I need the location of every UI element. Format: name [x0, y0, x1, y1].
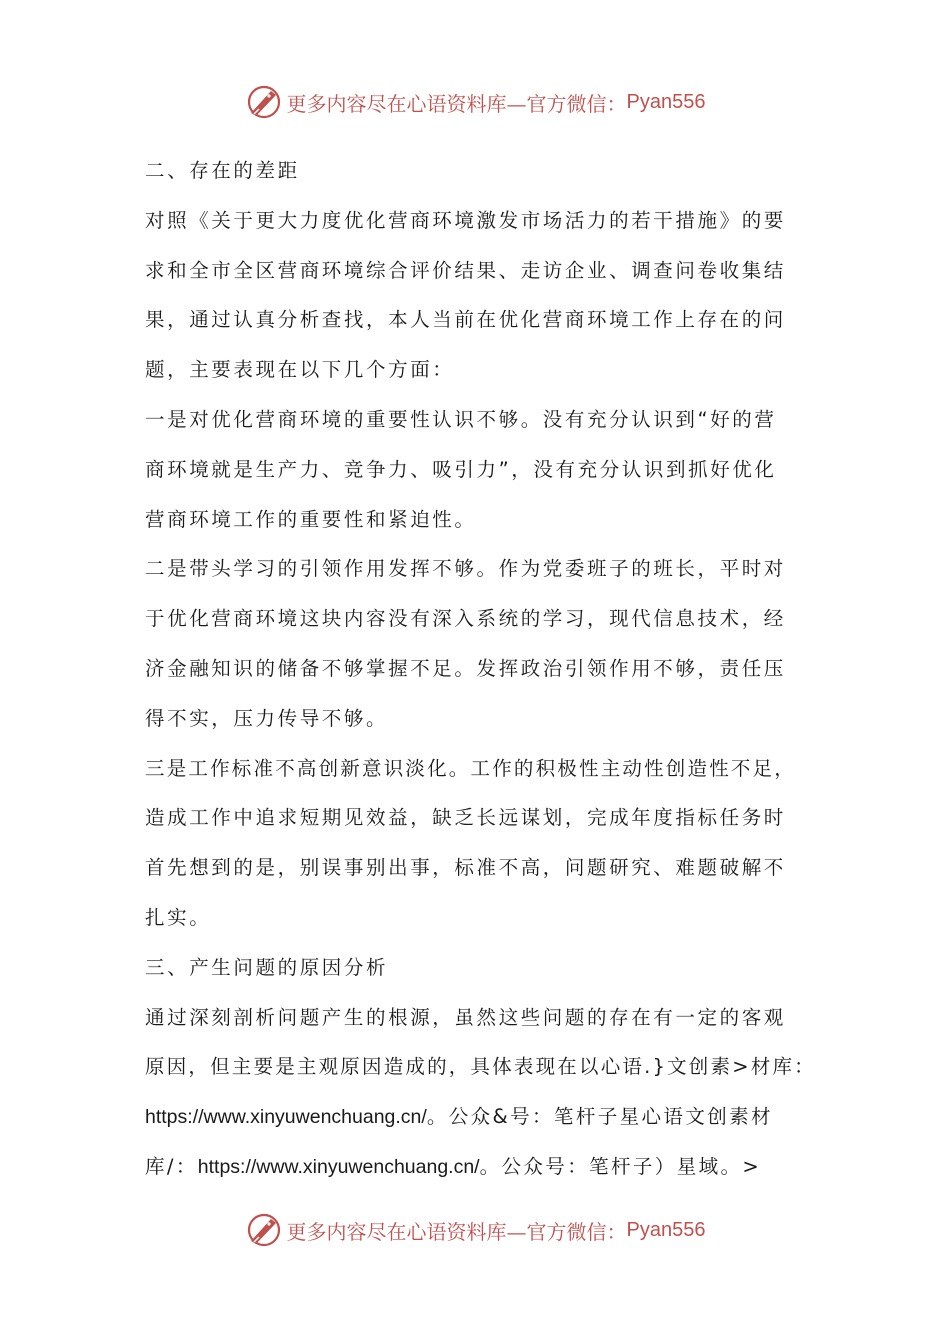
website-link[interactable]: https://www.xinyuwenchuang.cn/	[197, 1155, 480, 1178]
paragraph-text: 。公众号：笔杆子）星域。>	[479, 1154, 762, 1178]
paragraph-line: 济金融知识的储备不够掌握不足。发挥政治引领作用不够，责任压	[145, 656, 786, 680]
header-banner	[0, 80, 950, 124]
paragraph-line: 得不实，压力传导不够。	[145, 706, 389, 730]
paragraph-text: 。公众&号：笔杆子星心语文创素材	[426, 1105, 773, 1129]
banner-wechat-id: Pyan556	[626, 1218, 706, 1241]
section-heading: 三、产生问题的原因分析	[145, 955, 389, 979]
paragraph-line: 原因，但主要是主观原因造成的，具体表现在以心语.}文创素>材库：	[145, 1055, 816, 1079]
banner-wechat-id: Pyan556	[626, 90, 706, 113]
paragraph-line: 一是对优化营商环境的重要性认识不够。没有充分认识到“好的营	[145, 407, 777, 431]
paragraph-line: 二是带头学习的引领作用发挥不够。作为党委班子的班长，平时对	[145, 557, 786, 581]
footer-banner	[0, 1208, 950, 1252]
paragraph-line: 果，通过认真分析查找，本人当前在优化营商环境工作上存在的问	[145, 308, 786, 332]
paragraph-line: 营商环境工作的重要性和紧迫性。	[145, 507, 477, 531]
paragraph-line: 商环境就是生产力、竞争力、吸引力”，没有充分认识到抓好优化	[145, 457, 777, 481]
paragraph-line: 首先想到的是，别误事别出事，标准不高，问题研究、难题破解不	[145, 856, 786, 880]
paragraph-line	[145, 1092, 810, 1142]
paragraph-line: 于优化营商环境这块内容没有深入系统的学习，现代信息技术，经	[145, 607, 786, 631]
paragraph-line: 求和全市全区营商环境综合评价结果、走访企业、调查问卷收集结	[145, 258, 786, 282]
paragraph-line	[145, 1142, 810, 1192]
pen-nib-circle-icon	[245, 1211, 283, 1249]
banner-text: 更多内容尽在心语资料库—官方微信：	[286, 1219, 627, 1244]
section-heading: 二、存在的差距	[145, 159, 300, 182]
paragraph-line: 题，主要表现在以下几个方面：	[145, 358, 455, 382]
paragraph-line: 三是工作标准不高创新意识淡化。工作的积极性主动性创造性不足，	[145, 756, 797, 780]
paragraph-line: 通过深刻剖析问题产生的根源，虽然这些问题的存在有一定的客观	[145, 1005, 786, 1029]
document-body	[145, 146, 816, 1192]
paragraph-line: 对照《关于更大力度优化营商环境激发市场活力的若干措施》的要	[145, 208, 786, 232]
paragraph-text: 库/：	[145, 1154, 198, 1178]
banner-text: 更多内容尽在心语资料库—官方微信：	[286, 91, 627, 116]
pen-nib-circle-icon	[245, 83, 283, 121]
paragraph-line: 扎实。	[145, 905, 212, 929]
paragraph-line: 造成工作中追求短期见效益，缺乏长远谋划，完成年度指标任务时	[145, 806, 786, 830]
website-link[interactable]: https://www.xinyuwenchuang.cn/	[145, 1106, 427, 1129]
